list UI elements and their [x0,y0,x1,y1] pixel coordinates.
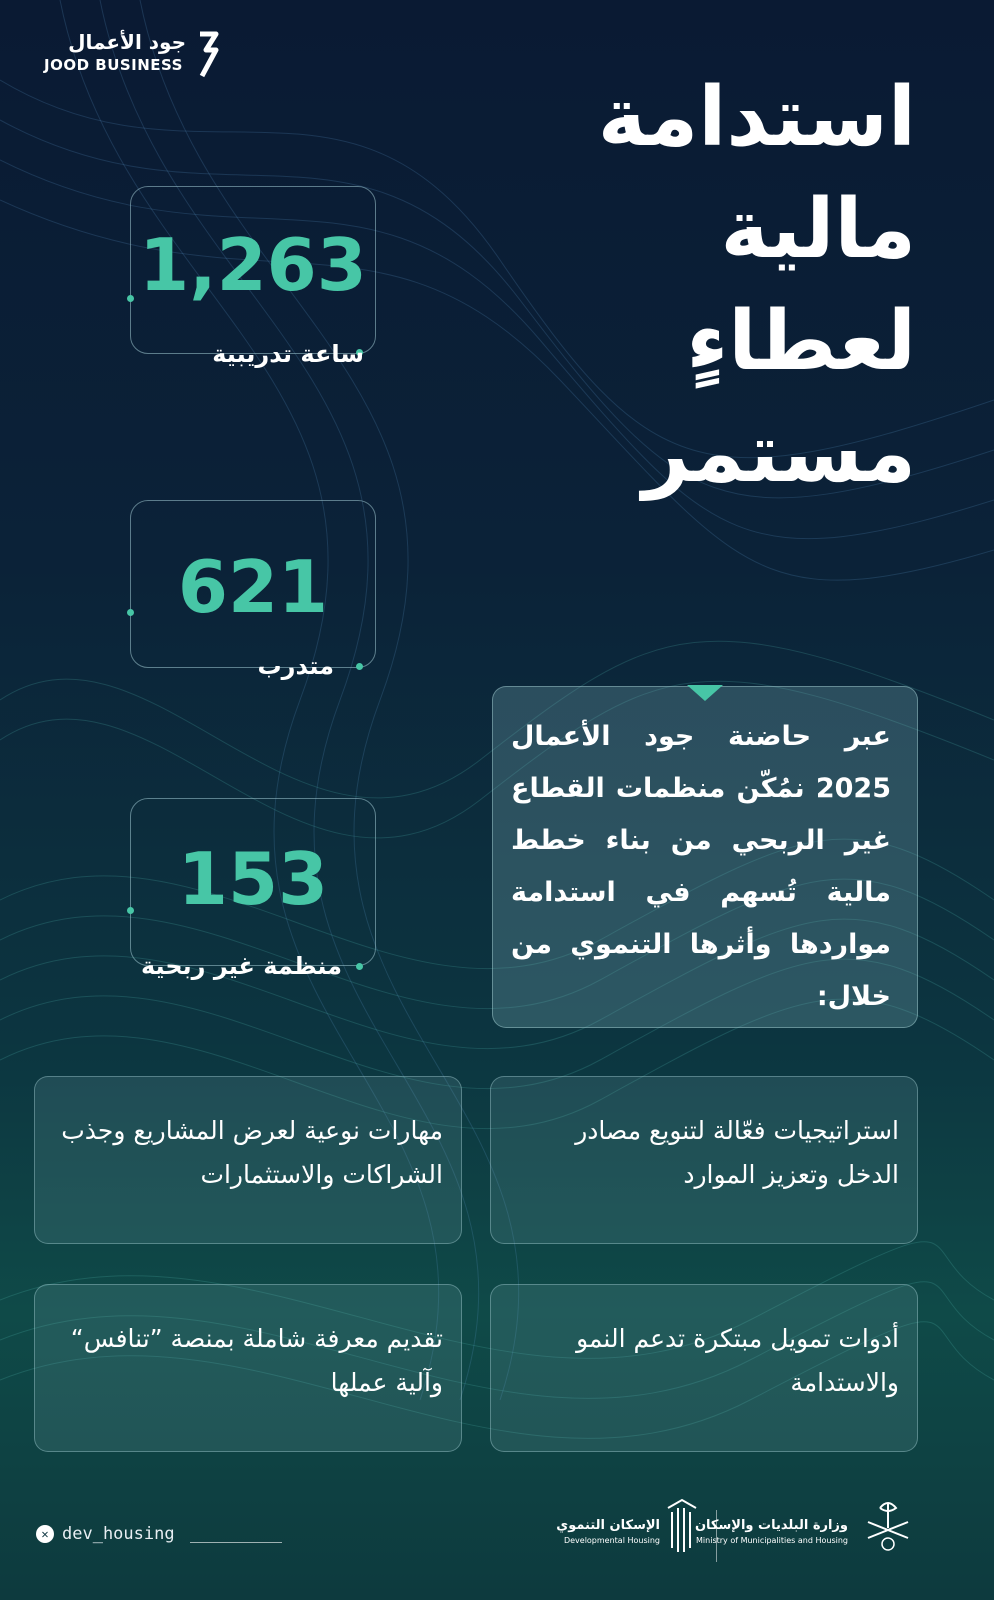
feature-text: أدوات تمويل مبتكرة تدعم النمو والاستدامة [576,1324,899,1397]
pointer-notch [687,685,723,701]
stat-dot [356,663,363,670]
jood-business-logo [44,30,224,82]
partner-english: Developmental Housing [563,1536,660,1545]
stat-box-nonprofits [130,798,376,966]
partner-arabic: وزارة البلديات والإسكان [694,1518,848,1533]
stat-value: 153 [177,837,329,921]
stat-label: متدرب [257,652,334,680]
stat-value: 621 [177,545,329,629]
logo-english-text: JOOD BUSINESS [44,56,183,74]
stat-label: منظمة غير ربحية [141,952,342,980]
jood-mark-icon [194,30,224,80]
stat-value: 1,263 [139,223,367,307]
social-handle[interactable] [36,1524,175,1544]
ministry-logo [688,1518,848,1545]
feature-card-tanafus-platform [34,1284,462,1452]
title-line-3: لعطاءٍ [686,294,916,389]
feature-card-pitching-skills [34,1076,462,1244]
feature-text: تقديم معرفة شاملة بمنصة ”تنافس“ وآلية عملها [70,1324,443,1397]
stat-dot [127,609,134,616]
stat-box-training-hours [130,186,376,354]
stat-dot [127,295,134,302]
logo-arabic-text: جود الأعمال [68,30,186,54]
description-text: عبر حاضنة جود الأعمال 2025 نمُكّن منظمات القطاع غير الربحي من بناء خطط مالية تُسهم في استدامة مواردها وأثرها التنموي من خلال: [511,721,891,1012]
stat-dot [356,963,363,970]
partner-arabic: الإسكان التنموي [556,1518,660,1533]
footer-divider-line [190,1542,282,1543]
feature-card-funding-tools [490,1284,918,1452]
partner-english: Ministry of Municipalities and Housing [696,1536,848,1545]
saudi-emblem-icon [858,1498,918,1554]
feature-card-income-strategies [490,1076,918,1244]
page-title [456,62,916,510]
title-line-1: استدامة [597,70,916,165]
feature-text: استراتيجيات فعّالة لتنويع مصادر الدخل وتعزيز الموارد [575,1116,899,1189]
stat-dot [127,907,134,914]
developmental-housing-logo [540,1518,660,1545]
feature-text: مهارات نوعية لعرض المشاريع وجذب الشراكات والاستثمارات [61,1116,443,1189]
title-line-4: مستمر [642,406,916,501]
description-card [492,686,918,1028]
title-line-2: مالية [720,182,916,277]
stat-label: ساعة تدريبية [212,340,364,368]
x-icon: ✕ [36,1525,54,1543]
stat-box-trainees [130,500,376,668]
handle-text: dev_housing [62,1524,175,1544]
